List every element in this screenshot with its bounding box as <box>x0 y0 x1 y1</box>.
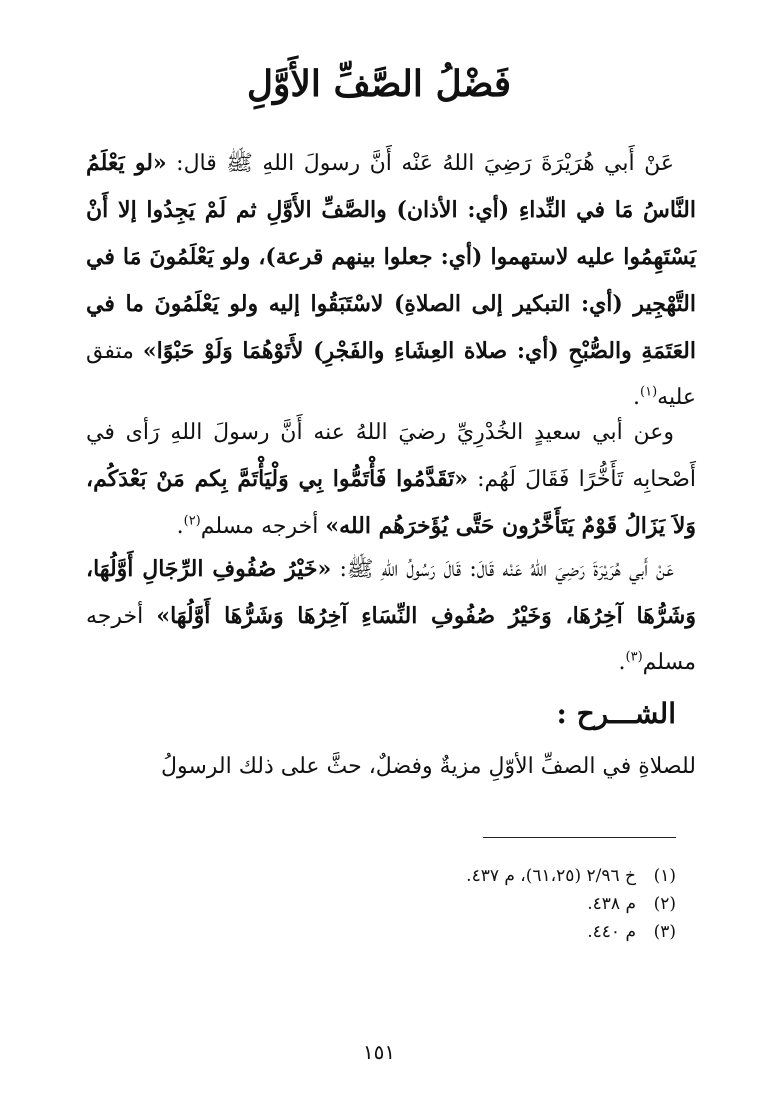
hadith-3-intro: عَنْ أَبي هُرَيْرَةَ رَضِيَ اللهُ عَنْه قَالَ: قَالَ رَسُولُ اللهِ ﷺ: <box>331 557 674 582</box>
hadith-2-text: «تَقَدَّمُوا فَأْتَمُّوا بِي وَلْيَأْتَمَّ بِكم مَنْ بَعْدَكُم، وَلاَ يَزَالُ قَوْمٌ يَتَأَخَّرُون حَتَّى يُؤَخرَهُم الله» <box>86 466 696 539</box>
footnote-ref-1[interactable]: (١) <box>640 384 658 400</box>
footnote-ref-2[interactable]: (٢) <box>183 513 201 529</box>
footnote-text: م ٤٣٨. <box>587 894 636 914</box>
page-number: ١٥١ <box>362 1040 396 1064</box>
footnote-2 <box>256 890 676 918</box>
hadith-3-end: . <box>618 650 626 675</box>
hadith-2-intro: وعن أبي سعيدٍ الخُدْرِيِّ رضيَ اللهُ عنه أَنَّ رسولَ اللهِ رَأى في أَصْحابِه تَأَخُّرًا فَقَالَ لَهُم: <box>86 420 696 492</box>
explanation-paragraph <box>86 744 696 790</box>
footnote-1 <box>256 862 676 890</box>
hadith-paragraph-3 <box>86 546 696 686</box>
hadith-paragraph-2 <box>86 410 696 550</box>
explanation-text: للصلاةِ في الصفِّ الأوّلِ مزيةٌ وفضلٌ، حثَّ على ذلك الرسولُ <box>161 754 696 779</box>
hadith-1-intro: عَنْ أَبي هُرَيْرَةَ رَضِيَ اللهُ عَنْه أَنَّ رسولَ اللهِ ﷺ قال: <box>166 151 674 176</box>
hadith-2-attribution: أخرجه مسلم <box>200 514 326 539</box>
footnote-number: (٣) <box>653 922 676 942</box>
footnote-text: م ٤٤٠. <box>587 922 636 942</box>
footnote-number: (٢) <box>653 894 676 914</box>
hadith-1-attribution: متفق عليه <box>86 339 696 410</box>
hadith-2-end: . <box>176 514 184 539</box>
footnote-text: خ ٢/٩٦ (٦١،٢٥)، م ٤٣٧. <box>466 866 636 886</box>
hadith-3-attribution: أخرجه مسلم <box>86 604 696 675</box>
footnote-ref-3[interactable]: (٣) <box>625 649 643 665</box>
page-title: فَضْلُ الصَّفِّ الأَوَّلِ <box>246 63 512 105</box>
hadith-1-end: . <box>633 385 641 410</box>
footnotes <box>256 862 676 946</box>
hadith-3-text: «خَيْرُ صُفُوفِ الرِّجَالِ أَوَّلُهَا، وَشَرُّهَا آخِرُهَا، وَخَيْرُ صُفُوفِ النِّسَاءِ آخِرُهَا وَشَرُّهَا أَوَّلُهَا» <box>86 556 696 629</box>
hadith-1-text: «لو يَعْلَمُ النَّاسُ مَا في النِّداءِ (أي: الأذان) والصَّفِّ الأَوَّلِ ثم لَمْ يَجِدُوا إلا أَنْ يَسْتَهِمُوا عليه لاستهموا (أي: جعلوا بينهم قرعة)، ولو يَعْلَمُونَ مَا في التَّهْجِير (أي: التبكير إلى الصلاةِ) لاسْتَبَقُوا إليه ولو يَعْلَمُونَ ما في العَتَمَةِ والصُّبْحِ (أي: صلاة العِشَاءِ والفَجْرِ) لأَتَوْهُمَا وَلَوْ حَبْوًا» <box>86 150 696 364</box>
explanation-heading: الشـــرح : <box>556 697 676 730</box>
hadith-paragraph-1 <box>86 140 696 421</box>
footnote-divider <box>483 837 676 838</box>
footnote-3 <box>256 918 676 946</box>
footnote-number: (١) <box>653 866 676 886</box>
